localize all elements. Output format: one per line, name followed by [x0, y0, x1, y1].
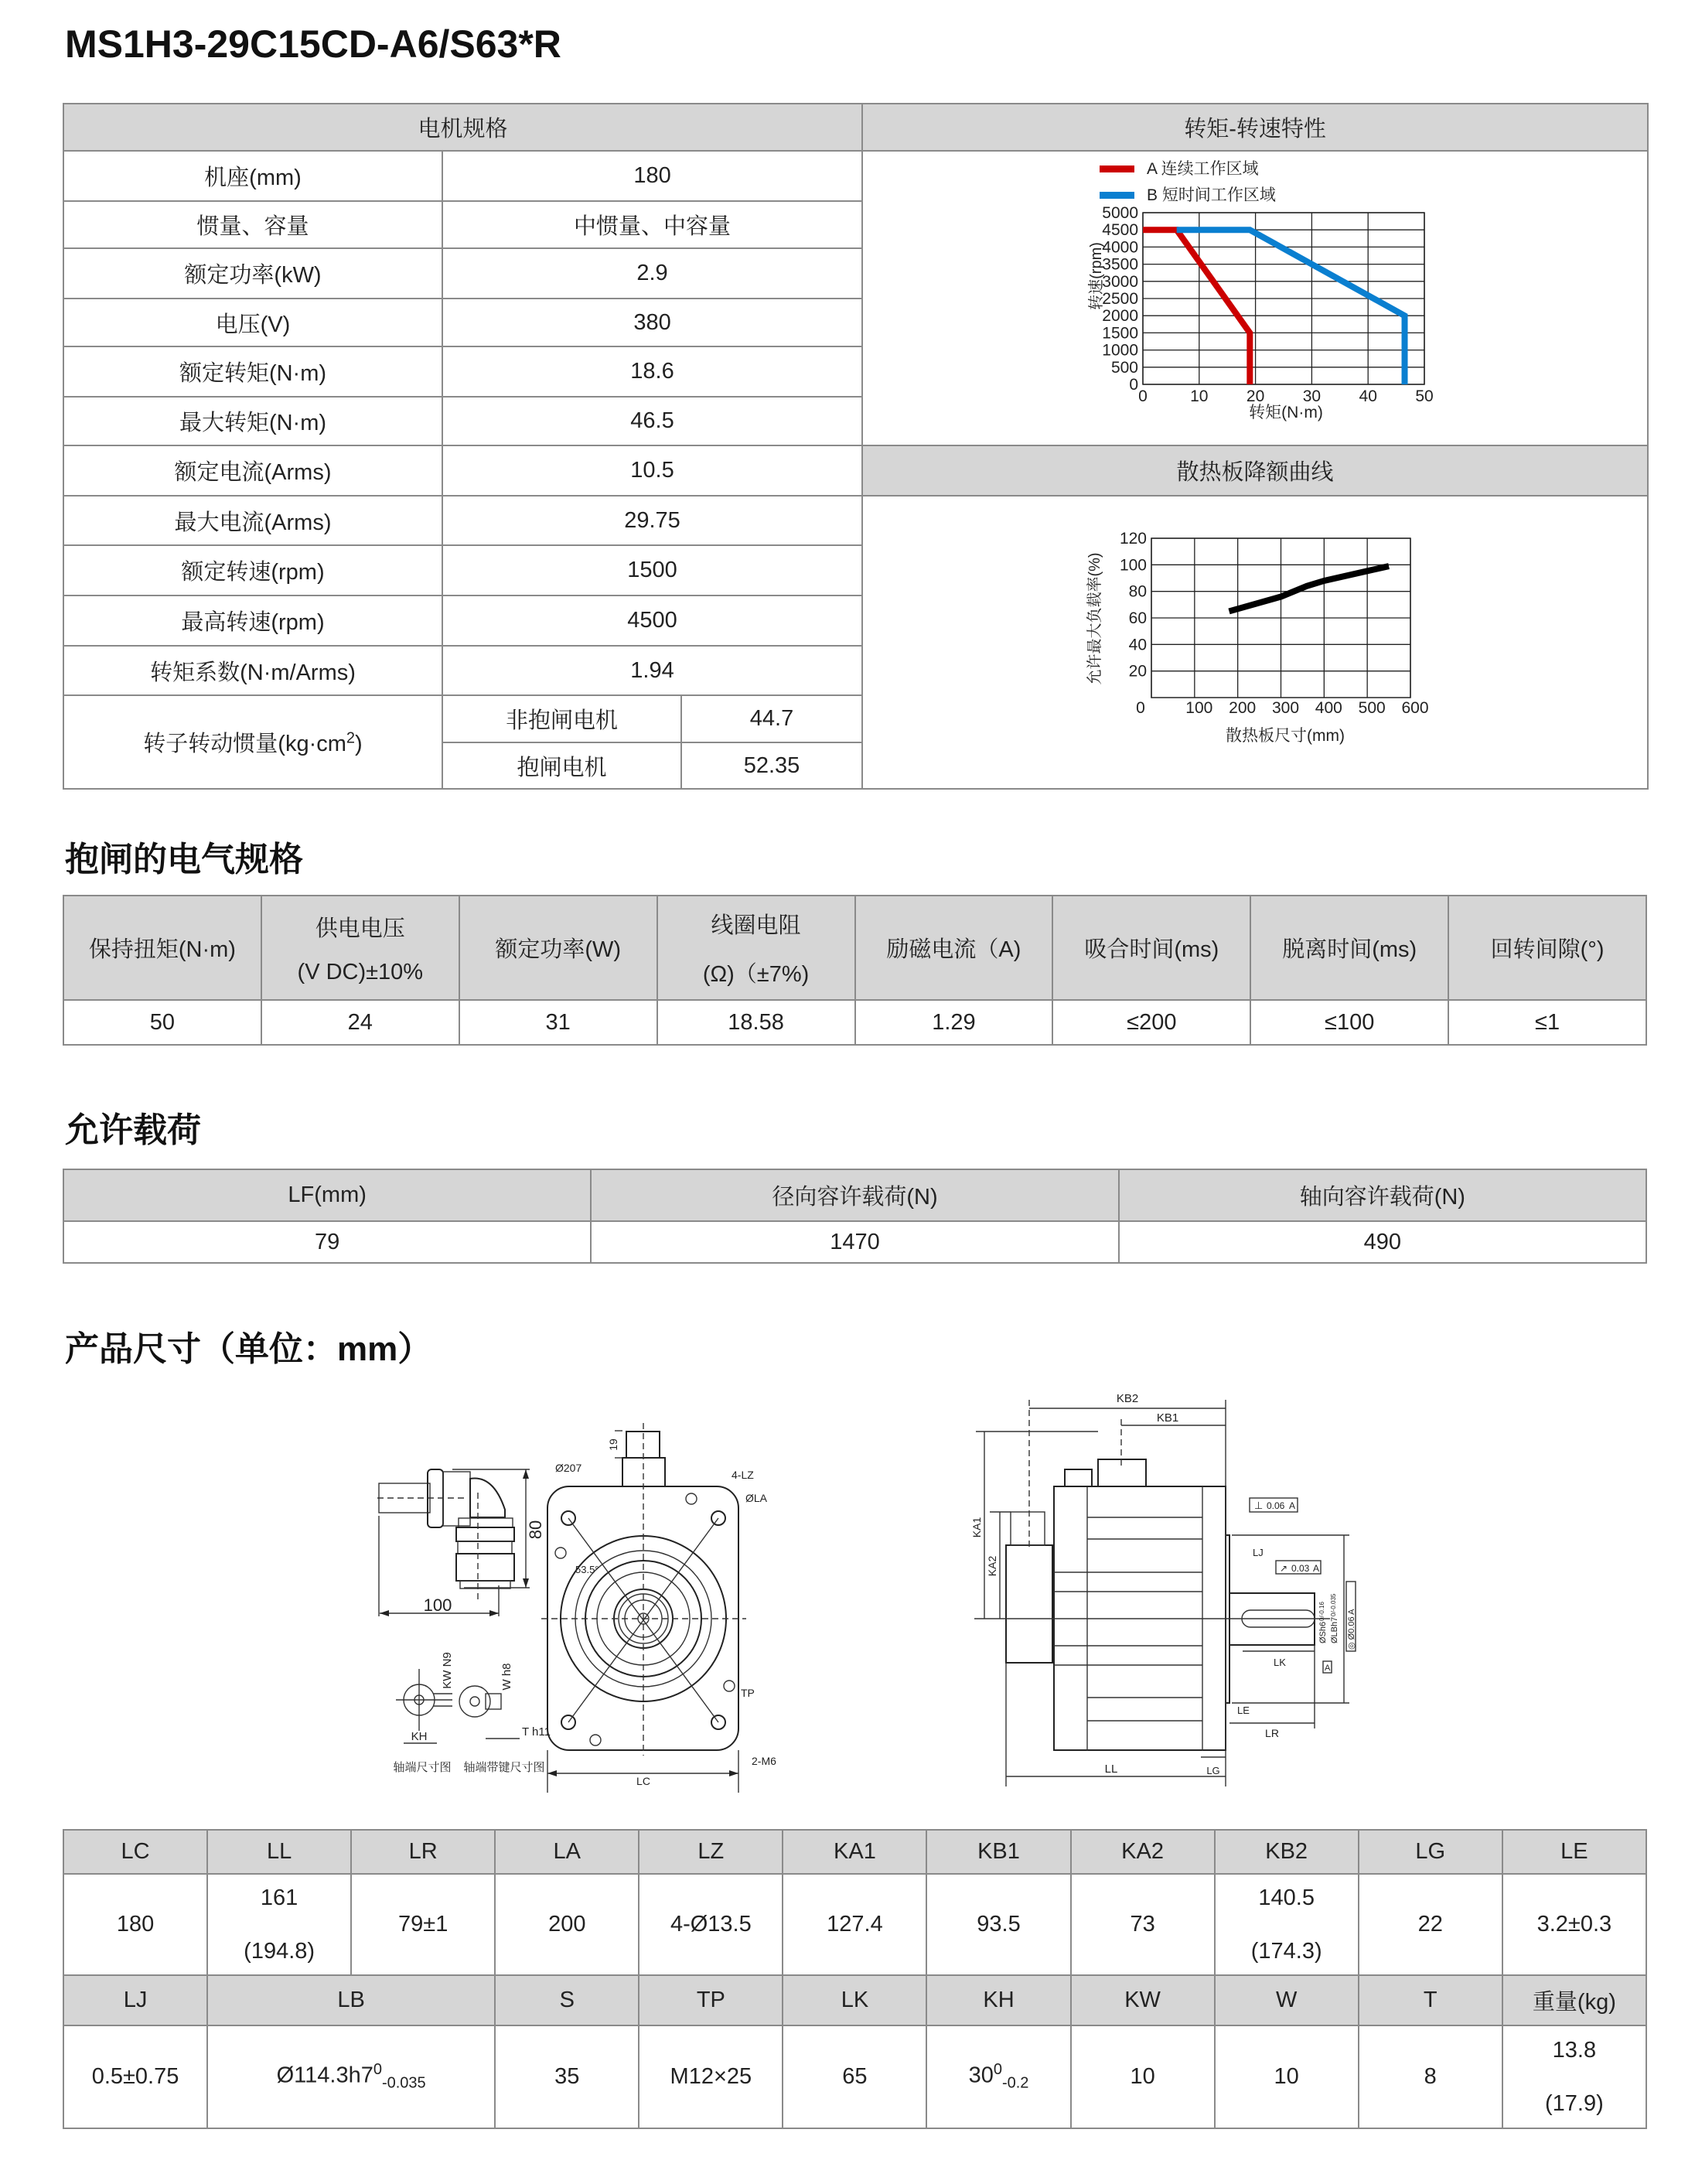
- dim-value: [207, 1874, 351, 1975]
- lb-main: Ø114.3h7: [276, 2063, 373, 2088]
- dim-header: S: [495, 1975, 639, 2025]
- le-label: LE: [1237, 1705, 1250, 1716]
- dim-value-kh: [926, 2025, 1070, 2128]
- y-tick-label: 3500: [1102, 255, 1138, 274]
- dim-value-kw: 10: [1071, 2025, 1215, 2128]
- y-tick-label: 0: [1129, 376, 1138, 394]
- dim-value-s: 35: [495, 2025, 639, 2128]
- lr-label: LR: [1265, 1727, 1279, 1739]
- y-tick-label: 5000: [1102, 204, 1138, 222]
- spec-label: 最大电流(Arms): [63, 496, 442, 545]
- shaft-key-caption: 轴端带键尺寸图: [463, 1761, 545, 1774]
- derating-header: 散热板降额曲线: [862, 445, 1648, 496]
- brake-header-line1: 供电电压: [315, 916, 405, 941]
- load-section-title: 允许载荷: [65, 1111, 201, 1149]
- kb1-label: KB1: [1156, 1411, 1179, 1425]
- weight-brake: (17.9): [1545, 2090, 1604, 2116]
- load-header: 轴向容许载荷(N): [1119, 1169, 1646, 1221]
- x-tick-label: 0: [1138, 387, 1148, 405]
- concentricity-value: Ø0.06: [1347, 1616, 1356, 1640]
- runout-symbol: ↗: [1280, 1563, 1288, 1574]
- inertia-sub-label: 非抱闸电机: [442, 695, 681, 742]
- ka1-label: KA1: [970, 1517, 983, 1538]
- spec-label: 额定转矩(N·m): [63, 346, 442, 397]
- shaft-end-views: [393, 1652, 550, 1774]
- spec-value: 中惯量、中容量: [442, 201, 862, 248]
- dim-value: [495, 1874, 639, 1975]
- wh8-label: W h8: [500, 1663, 513, 1691]
- y-tick-label: 500: [1110, 358, 1138, 377]
- legend-label: A 连续工作区域: [1147, 160, 1259, 178]
- dim-value: [926, 1874, 1070, 1975]
- torque-speed-header: 转矩-转速特性: [862, 104, 1648, 151]
- brake-value: ≤100: [1250, 1000, 1448, 1045]
- dim-value: [639, 1874, 783, 1975]
- dim-value: [1215, 1874, 1359, 1975]
- dim-header: TP: [639, 1975, 783, 2025]
- dim-80-label: 80: [526, 1520, 545, 1540]
- y-axis-label: 允许最大负载率(%): [1086, 552, 1103, 685]
- weight-no-brake: 13.8: [1552, 2037, 1597, 2063]
- ka2-label: KA2: [986, 1555, 998, 1577]
- dim-value: [1071, 1874, 1215, 1975]
- dim-value-main: 3.2±0.3: [1536, 1912, 1612, 1937]
- dim-header: W: [1215, 1975, 1359, 2025]
- y-tick-label: 40: [1128, 636, 1147, 654]
- tp-label: TP: [741, 1687, 755, 1699]
- y-axis-label: 转速(rpm): [1088, 242, 1105, 310]
- datum-ref: A: [1347, 1609, 1356, 1615]
- la-label: ØLA: [745, 1492, 768, 1504]
- brake-header-line1: 额定功率(W): [495, 937, 622, 962]
- brake-header-line2: (V DC)±10%: [297, 959, 424, 985]
- brake-header-line1: 脱离时间(ms): [1282, 937, 1417, 962]
- front-view: [541, 1423, 776, 1793]
- dim-header: LB: [207, 1975, 495, 2025]
- lg-label: LG: [1206, 1765, 1220, 1776]
- dim-value-main: 73: [1130, 1912, 1155, 1937]
- dim-header: LA: [495, 1830, 639, 1874]
- load-value: 490: [1119, 1221, 1646, 1263]
- dim-value-brake: (194.8): [244, 1938, 315, 1964]
- y-tick-label: 2000: [1102, 307, 1138, 326]
- spec-value: 180: [442, 151, 862, 201]
- y-tick-label: 3000: [1102, 272, 1138, 291]
- brake-value: 18.58: [657, 1000, 855, 1045]
- dim-value-weight: [1502, 2025, 1646, 2128]
- datum-ref: A: [1289, 1500, 1296, 1511]
- dim-value: [1359, 1874, 1502, 1975]
- brake-header-line1: 励磁电流（A): [886, 937, 1021, 962]
- spec-label: 额定功率(kW): [63, 248, 442, 299]
- load-value: 1470: [591, 1221, 1118, 1263]
- datum-ref: A: [1313, 1563, 1320, 1574]
- spec-value: 46.5: [442, 397, 862, 445]
- y-tick-label: 100: [1119, 556, 1147, 575]
- connector-view: [377, 1469, 545, 1616]
- brake-header-line2: (Ω)（±7%): [702, 961, 810, 987]
- dim-value-lj: 0.5±0.75: [63, 2025, 207, 2128]
- x-tick-label: 300: [1271, 699, 1300, 717]
- dim-value-main: 93.5: [977, 1912, 1021, 1937]
- lb-sub: -0.035: [381, 2074, 426, 2092]
- dim-value-main: 180: [116, 1912, 155, 1937]
- brake-value: 24: [261, 1000, 459, 1045]
- load-header: 径向容许载荷(N): [591, 1169, 1118, 1221]
- load-header: LF(mm): [63, 1169, 591, 1221]
- y-tick-label: 4000: [1102, 238, 1138, 257]
- kb2-label: KB2: [1116, 1392, 1139, 1405]
- brake-value: ≤1: [1448, 1000, 1646, 1045]
- x-tick-label: 40: [1359, 387, 1377, 405]
- y-tick-label: 120: [1119, 530, 1147, 548]
- dim-header: KA1: [783, 1830, 926, 1874]
- kh-main: 30: [968, 2063, 994, 2088]
- perpendicularity-symbol: ⊥: [1254, 1500, 1264, 1511]
- x-tick-label: 600: [1401, 699, 1429, 717]
- x-tick-label: 200: [1229, 699, 1257, 717]
- inertia-label-text: 转子转动惯量(kg·cm: [143, 732, 346, 756]
- dim-value-lk: 65: [783, 2025, 926, 2128]
- y-tick-label: 80: [1128, 582, 1147, 601]
- spec-value: 10.5: [442, 445, 862, 496]
- brake-header-line1: 保持扭矩(N·m): [88, 937, 236, 962]
- dim-value: [351, 1874, 495, 1975]
- d207-label: Ø207: [555, 1462, 582, 1474]
- x-tick-label: 30: [1302, 387, 1322, 405]
- brake-section-title: 抱闸的电气规格: [65, 841, 303, 879]
- runout-value: 0.03: [1291, 1563, 1310, 1574]
- kw-label: KW N9: [441, 1652, 454, 1689]
- spec-header: 电机规格: [63, 104, 862, 151]
- dim-value-w: 10: [1215, 2025, 1359, 2128]
- dim-header: KA2: [1071, 1830, 1215, 1874]
- m6-label: 2-M6: [752, 1755, 776, 1767]
- inertia-label-sup: 2: [346, 729, 356, 747]
- th11-label: T h11: [522, 1725, 551, 1739]
- lb-sup: 0: [373, 2061, 382, 2079]
- x-tick-label: 500: [1358, 699, 1386, 717]
- inertia-sub-label: 抱闸电机: [442, 742, 681, 789]
- dim-value-t: 8: [1359, 2025, 1502, 2128]
- ll-label: LL: [1104, 1763, 1118, 1776]
- dim-header: KB2: [1215, 1830, 1359, 1874]
- concentricity-symbol: ◎: [1347, 1642, 1356, 1650]
- y-tick-label: 2500: [1102, 290, 1138, 308]
- inertia-value: 44.7: [681, 695, 862, 742]
- brake-value: 31: [459, 1000, 657, 1045]
- dim-header: LR: [351, 1830, 495, 1874]
- dim-value-main: 79±1: [398, 1912, 448, 1937]
- spec-label: 惯量、容量: [63, 201, 442, 248]
- dim-value-main: 140.5: [1258, 1885, 1315, 1910]
- sh6-label: ØSh6: [1318, 1621, 1328, 1643]
- dim-value-main: 4-Ø13.5: [670, 1912, 752, 1937]
- y-tick-label: 1000: [1102, 341, 1138, 360]
- page-title: MS1H3-29C15CD-A6/S63*R: [65, 22, 561, 66]
- y-tick-label: 1500: [1102, 324, 1138, 343]
- brake-value: 1.29: [855, 1000, 1053, 1045]
- spec-value: 4500: [442, 595, 862, 646]
- brake-value: 50: [63, 1000, 261, 1045]
- spec-label: 机座(mm): [63, 151, 442, 201]
- perpendicularity-value: 0.06: [1267, 1500, 1285, 1511]
- y-tick-label: 20: [1128, 662, 1147, 681]
- spec-value: 29.75: [442, 496, 862, 545]
- lk-label: LK: [1274, 1657, 1286, 1668]
- dim-value-main: 200: [548, 1912, 586, 1937]
- dim-100-label: 100: [423, 1595, 452, 1615]
- dim-header: KH: [926, 1975, 1070, 2025]
- x-tick-label: 0: [1136, 699, 1145, 717]
- dim-value-main: 127.4: [827, 1912, 883, 1937]
- spec-value: 2.9: [442, 248, 862, 299]
- load-value: 79: [63, 1221, 591, 1263]
- dim-header: LK: [783, 1975, 926, 2025]
- lj-label: LJ: [1253, 1547, 1264, 1558]
- inertia-label-end: ): [355, 732, 363, 756]
- shaft-caption: 轴端尺寸图: [393, 1761, 452, 1774]
- dim-19-label: 19: [607, 1438, 619, 1451]
- spec-label: 最高转速(rpm): [63, 595, 442, 646]
- dim-value-main: 22: [1417, 1912, 1443, 1937]
- spec-label: 转矩系数(N·m/Arms): [63, 646, 442, 695]
- x-tick-label: 50: [1415, 387, 1434, 405]
- kh-sup: 0: [993, 2061, 1002, 2079]
- brake-header-line1: 吸合时间(ms): [1084, 937, 1219, 962]
- spec-label: 最大转矩(N·m): [63, 397, 442, 445]
- dim-value-tp: M12×25: [639, 2025, 783, 2128]
- dims-section-title: 产品尺寸（单位：mm）: [65, 1330, 432, 1368]
- dim-header: KW: [1071, 1975, 1215, 2025]
- kh-label: KH: [411, 1730, 428, 1743]
- x-tick-label: 20: [1246, 387, 1265, 405]
- dim-header: LJ: [63, 1975, 207, 2025]
- dim-header: LC: [63, 1830, 207, 1874]
- legend-label: B 短时间工作区域: [1147, 186, 1276, 204]
- spec-label: 电压(V): [63, 299, 442, 346]
- y-tick-label: 4500: [1102, 221, 1138, 240]
- dim-value: [1502, 1874, 1646, 1975]
- dim-value: [63, 1874, 207, 1975]
- dim-header: 重量(kg): [1502, 1975, 1646, 2025]
- concentricity-label: [1347, 1609, 1356, 1650]
- lc-label: LC: [636, 1775, 650, 1787]
- spec-value: 380: [442, 299, 862, 346]
- lz-label: 4-LZ: [732, 1469, 754, 1481]
- lbh7-tolerance: 0/-0.035: [1330, 1593, 1337, 1616]
- x-axis-label: 散热板尺寸(mm): [1226, 727, 1345, 745]
- angle-label: 53.5°: [575, 1564, 599, 1575]
- kh-sub: -0.2: [1001, 2074, 1029, 2092]
- dim-value-brake: (174.3): [1250, 1938, 1322, 1964]
- spec-label: 额定电流(Arms): [63, 445, 442, 496]
- brake-header-line1: 回转间隙(°): [1490, 937, 1605, 962]
- brake-value: ≤200: [1052, 1000, 1250, 1045]
- spec-value: 1500: [442, 545, 862, 595]
- spec-label: 额定转速(rpm): [63, 545, 442, 595]
- brake-header-line1: 线圈电阻: [711, 913, 801, 938]
- x-tick-label: 400: [1315, 699, 1342, 717]
- dim-value-main: 161: [260, 1885, 298, 1910]
- dimension-table: [63, 1829, 1647, 2129]
- y-tick-label: 60: [1128, 609, 1147, 627]
- dim-header: LE: [1502, 1830, 1646, 1874]
- x-tick-label: 100: [1185, 699, 1213, 717]
- dim-value: [783, 1874, 926, 1975]
- dim-header: LL: [207, 1830, 351, 1874]
- dim-header: LZ: [639, 1830, 783, 1874]
- x-axis-label: 转矩(N·m): [1249, 404, 1323, 421]
- dim-header: KB1: [926, 1830, 1070, 1874]
- dim-header: LG: [1359, 1830, 1502, 1874]
- dim-value-lb: [207, 2025, 495, 2128]
- dim-header: T: [1359, 1975, 1502, 2025]
- side-view: [970, 1392, 1356, 1786]
- spec-value: 18.6: [442, 346, 862, 397]
- datum-a-label: A: [1325, 1664, 1331, 1673]
- lbh7-label: ØLBh7: [1330, 1616, 1339, 1643]
- spec-value: 1.94: [442, 646, 862, 695]
- inertia-value: 52.35: [681, 742, 862, 789]
- sh6-tolerance: 0/-0.16: [1318, 1602, 1325, 1621]
- x-tick-label: 10: [1190, 387, 1209, 405]
